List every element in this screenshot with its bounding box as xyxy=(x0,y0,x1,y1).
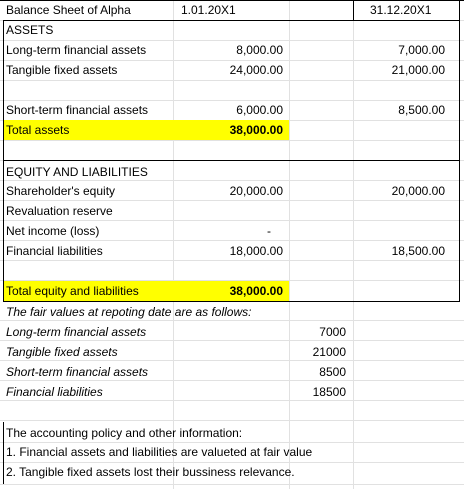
gridline xyxy=(0,420,464,421)
fair-value-amount: 7000 xyxy=(319,325,346,339)
section-divider xyxy=(3,160,459,161)
fair-value-amount: 8500 xyxy=(319,365,346,379)
short-term-assets-label: Short-term financial assets xyxy=(6,103,149,117)
tangible-assets-label: Tangible fixed assets xyxy=(6,63,118,77)
policy-item: 1. Financial assets and liabilities are valueted at fair value xyxy=(6,445,313,459)
equity-heading: EQUITY AND LIABILITIES xyxy=(6,165,148,179)
fair-value-label: Tangible fixed assets xyxy=(6,345,118,359)
shareholders-equity-value-1: 20,000.00 xyxy=(229,184,283,198)
long-term-assets-value-2: 7,000.00 xyxy=(398,43,445,57)
policy-item: 2. Tangible fixed assets lost their bussiness relevance. xyxy=(6,465,295,479)
fair-value-label: Long-term financial assets xyxy=(6,325,147,339)
net-income-value-1: - xyxy=(267,224,271,238)
shareholders-equity-label: Shareholder's equity xyxy=(6,184,116,198)
date-column-1: 1.01.20X1 xyxy=(181,3,236,17)
table-right-border xyxy=(459,0,460,302)
total-assets-label: Total assets xyxy=(6,123,70,137)
header-divider xyxy=(353,0,354,20)
total-assets-value: 38,000.00 xyxy=(229,123,283,137)
fair-values-heading: The fair values at repoting date are as follows: xyxy=(6,305,252,319)
shareholders-equity-value-2: 20,000.00 xyxy=(391,184,445,198)
sheet-title: Balance Sheet of Alpha xyxy=(6,3,131,17)
fair-value-label: Financial liabilities xyxy=(6,385,103,399)
gridline xyxy=(0,140,464,141)
policy-left-border xyxy=(3,422,4,484)
gridline xyxy=(289,0,290,489)
revaluation-reserve-label: Revaluation reserve xyxy=(6,204,113,218)
net-income-label: Net income (loss) xyxy=(6,224,100,238)
financial-liabilities-value-2: 18,500.00 xyxy=(391,244,445,258)
fair-value-amount: 21000 xyxy=(312,345,346,359)
tangible-assets-value-1: 24,000.00 xyxy=(229,63,283,77)
total-equity-label: Total equity and liabilities xyxy=(6,284,139,298)
assets-heading: ASSETS xyxy=(6,23,54,37)
financial-liabilities-label: Financial liabilities xyxy=(6,244,103,258)
date-column-2: 31.12.20X1 xyxy=(370,3,432,17)
gridline xyxy=(0,484,464,485)
short-term-assets-value-1: 6,000.00 xyxy=(236,103,283,117)
short-term-assets-value-2: 8,500.00 xyxy=(398,103,445,117)
policy-heading: The accounting policy and other information: xyxy=(6,426,243,440)
financial-liabilities-value-1: 18,000.00 xyxy=(229,244,283,258)
long-term-assets-label: Long-term financial assets xyxy=(6,43,147,57)
tangible-assets-value-2: 21,000.00 xyxy=(391,63,445,77)
total-equity-value: 38,000.00 xyxy=(229,284,283,298)
table-bottom-border-right xyxy=(289,301,459,302)
header-bottom-border xyxy=(3,20,459,21)
fair-value-amount: 18500 xyxy=(312,385,346,399)
table-left-border xyxy=(3,20,4,302)
gridline xyxy=(0,80,464,81)
fair-value-label: Short-term financial assets xyxy=(6,365,149,379)
long-term-assets-value-1: 8,000.00 xyxy=(236,43,283,57)
